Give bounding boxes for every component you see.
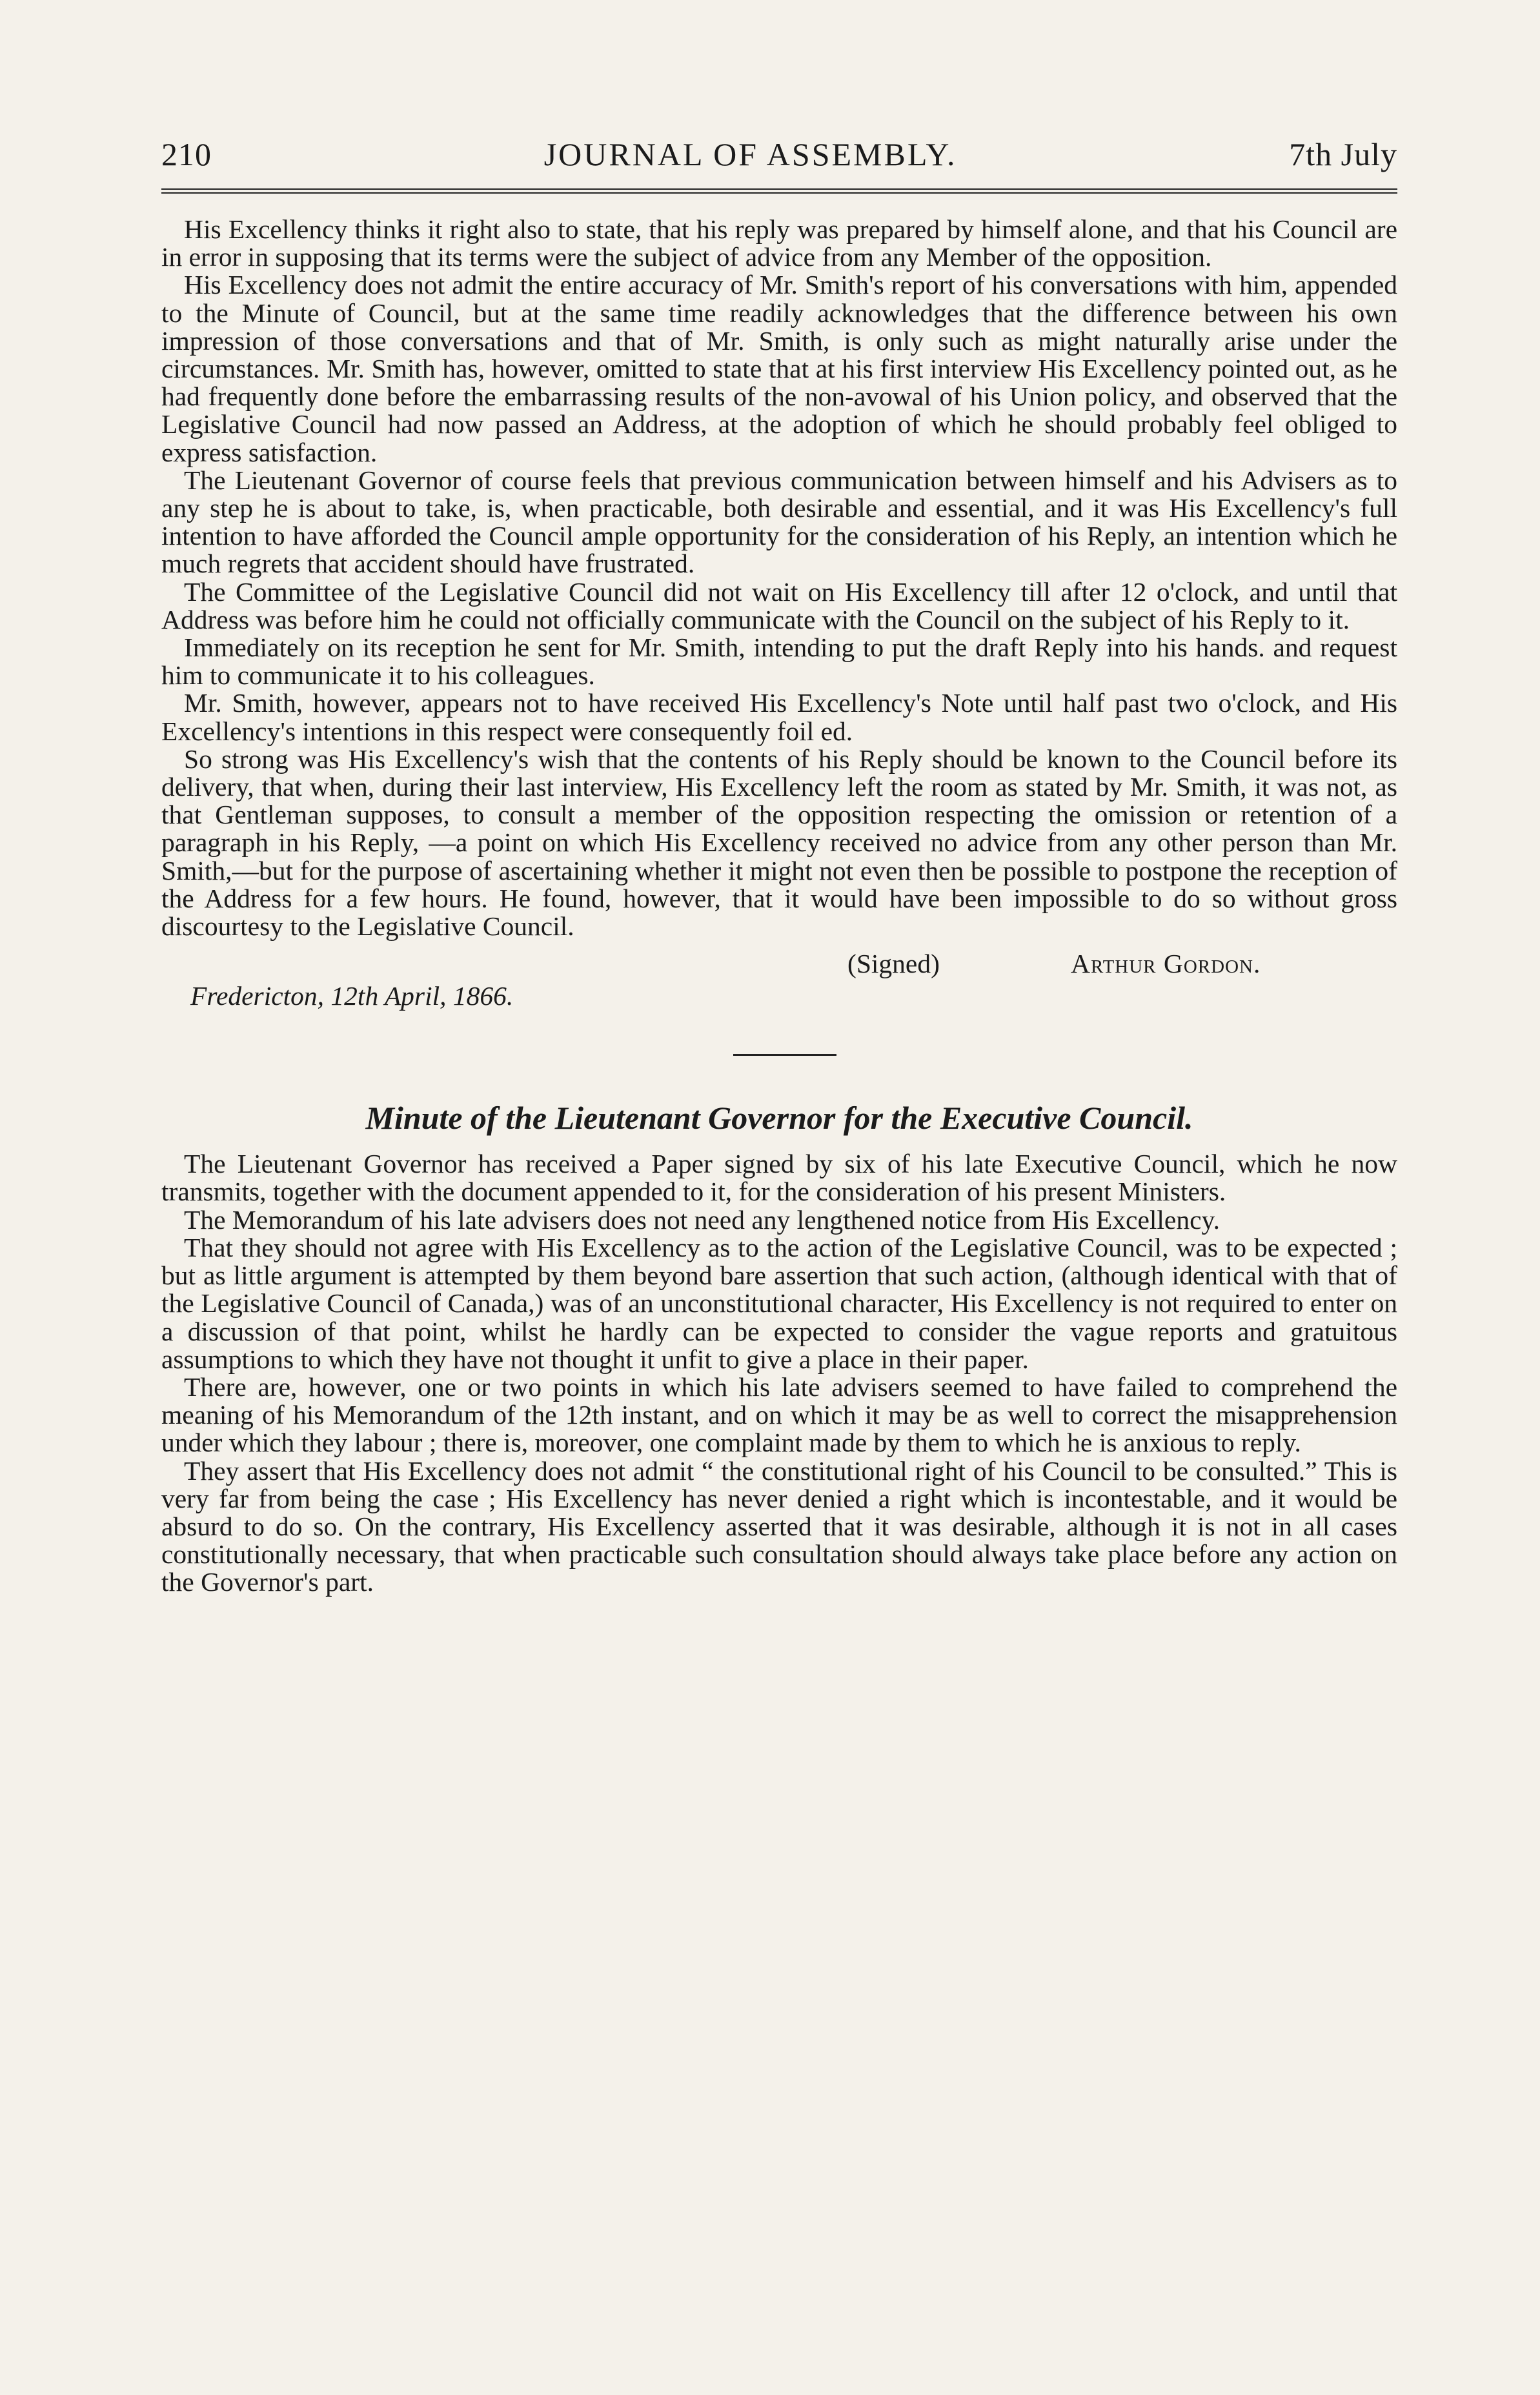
paragraph: They assert that His Excellency does not admit “ the constitutional right of his Council to be consulted.” This is very far from being the case ; His Excellency has never denied a right which is incontestable, and it would be absurd to do so. On the contrary, His Excellency asserted that it was desirable, although it is not in all cases constitutionally necessary, that when practicable such consultation should always take place before any action on the Governor's part. [161,1455,1397,1597]
second-section [161,1098,1397,1596]
paragraph: There are, however, one or two points in which his late advisers seemed to have failed to comprehend the meaning of his Memorandum of the 12th instant, and on which it may be as well to correct the misapprehension under which they labour ; there is, moreover, one complaint made by them to which he is anxious to reply. [161,1371,1397,1458]
page-header [161,136,1397,183]
header-rule [161,188,1397,194]
journal-page [161,136,1397,1597]
section-title: Minute of the Lieutenant Governor for the Executive Council. [365,1100,1193,1137]
paragraph: The Lieutenant Governor of course feels that previous communication between himself and his Advisers as to any step he is about to take, is, when practicable, both desirable and essential, and it was His Excellency's full intention to have afforded the Council ample opportunity for the consideration of his Reply, an intention which he much regrets that accident should have frustrated. [161,465,1397,579]
paragraph: Mr. Smith, however, appears not to have received His Excellency's Note until half past two o'clock, and His Excellency's intentions in this respect were consequently foil ed. [161,688,1397,746]
paragraph: His Excellency thinks it right also to state, that his reply was prepared by himself alone, and that his Council are in error in supposing that its terms were the subject of advice from any Member of the opposition. [161,214,1397,272]
header-date: 7th July [1289,136,1397,172]
paragraph: His Excellency does not admit the entire accuracy of Mr. Smith's report of his conversations with him, appended to the Minute of Council, but at the same time readily acknowledges that the difference between his own impression of those conversations and that of Mr. Smith, is only such as might naturally arise under the circumstances. Mr. Smith has, however, omitted to state that at his first interview His Excellency pointed out, as he had frequently done before the embarrassing results of the non-avowal of his Union policy, and observed that the Legislative Council had now passed an Address, at the adoption of which he should probably feel obliged to express satisfaction. [161,270,1397,467]
first-section [161,216,1397,1010]
signature-line [161,949,1397,978]
running-title: JOURNAL OF ASSEMBLY. [543,136,957,172]
paragraph: So strong was His Excellency's wish that the contents of his Reply should be known to the Council before its delivery, that when, during their last interview, His Excellency left the room as stated by Mr. Smith, it was not, as that Gentleman supposes, to consult a member of the opposition respecting the omission or retention of a paragraph in his Reply, —a point on which His Excellency received no advice from any other person than Mr. Smith,—but for the purpose of ascertaining whether it might not even then be possible to postpone the reception of the Address for a few hours. He found, however, that it would have been impossible to do so without gross discourtesy to the Legislative Council. [161,743,1397,942]
signer-name: Arthur Gordon. [1071,949,1261,979]
page-number: 210 [161,136,212,172]
paragraph: The Lieutenant Governor has received a Paper signed by six of his late Executive Council, which he now transmits, together with the document appended to it, for the consideration of his present Ministers. [161,1149,1397,1207]
paragraph: The Committee of the Legislative Council did not wait on His Excellency till after 12 o'clock, and until that Address was before him he could not officially communicate with the Council on the subject of his Reply to it. [161,576,1397,634]
paragraph: The Memorandum of his late advisers does not need any lengthened notice from His Excellency. [184,1204,1220,1235]
paragraph: That they should not agree with His Excellency as to the action of the Legislative Council, was to be expected ; but as little argument is attempted by them beyond bare assertion that such action, (although identical with that of the Legislative Council of Canada,) was of an unconstitutional character, His Excellency is not required to enter on a discussion of that point, whilst he hardly can be expected to consider the vague reports and gratuitous assumptions to which they have not thought it unfit to give a place in their paper. [161,1232,1397,1374]
place-date: Fredericton, 12th April, 1866. [190,981,514,1011]
paragraph: Immediately on its reception he sent for Mr. Smith, intending to put the draft Reply into his hands. and request him to communicate it to his colleagues. [161,632,1397,691]
signed-label: (Signed) [847,949,940,979]
section-divider [733,1054,836,1056]
